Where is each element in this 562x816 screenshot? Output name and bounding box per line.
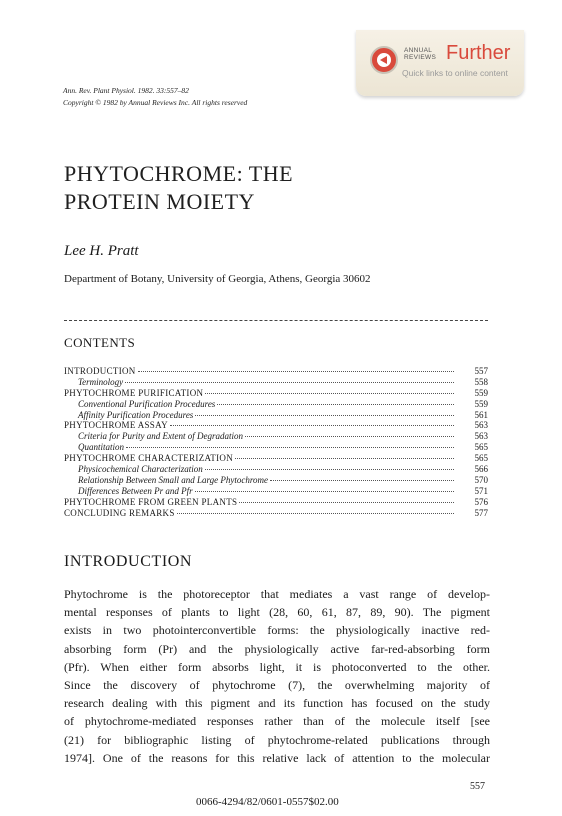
- toc-dot-leader: [205, 469, 454, 470]
- toc-entry-label: Criteria for Purity and Extent of Degradation: [78, 431, 243, 442]
- toc-dot-leader: [270, 480, 454, 481]
- toc-entry-label: Terminology: [78, 376, 124, 387]
- toc-entry[interactable]: [64, 475, 488, 486]
- body-text-line: research dealing with this pigment and its function has focused on the study: [64, 696, 490, 711]
- toc-dot-leader: [195, 415, 454, 416]
- toc-entry-page: 571: [474, 485, 488, 496]
- toc-entry-page: 559: [474, 398, 488, 409]
- toc-entry-page: 561: [474, 409, 488, 420]
- body-text-line: Since the discovery of phytochrome (7), the overwhelming majority of: [64, 678, 490, 693]
- further-word: Further: [446, 42, 511, 64]
- body-text-line: exists in two photointerconvertible forms: the physiologically inactive red-: [64, 623, 490, 638]
- toc-dot-leader: [245, 436, 454, 437]
- toc-entry-page: 558: [474, 376, 488, 387]
- toc-entry-label: Conventional Purification Procedures: [78, 398, 216, 409]
- title-line-2: PROTEIN MOIETY: [64, 189, 255, 214]
- toc-entry[interactable]: [64, 388, 488, 399]
- toc-entry-page: 577: [474, 507, 488, 518]
- body-text-line: 1974]. One of the reasons for this relative lack of attention to the molecular: [64, 750, 490, 765]
- body-text-line: Phytochrome is the photoreceptor that mediates a vast range of develop-: [64, 587, 490, 601]
- toc-entry[interactable]: [64, 508, 488, 519]
- toc-entry[interactable]: [64, 453, 488, 464]
- divider-rule: [64, 320, 488, 321]
- further-annual-reviews-label: [404, 47, 436, 61]
- toc-dot-leader: [239, 502, 454, 503]
- further-banner[interactable]: [356, 30, 524, 96]
- title-line-1: PHYTOCHROME: THE: [64, 161, 294, 186]
- body-text-line: of phytochrome-mediated responses rather than of the molecule itself [see: [64, 714, 490, 729]
- annual-reviews-logo-icon: [370, 46, 398, 74]
- toc-dot-leader: [217, 404, 454, 405]
- further-subtitle: Quick links to online content: [402, 68, 508, 78]
- toc-entry[interactable]: [64, 420, 488, 431]
- toc-entry-page: 559: [474, 387, 488, 398]
- toc-entry-label: Differences Between Pr and Pfr: [78, 485, 193, 496]
- further-annual-text: ANNUAL: [404, 47, 433, 54]
- toc-dot-leader: [235, 458, 454, 459]
- toc-entry[interactable]: [64, 486, 488, 497]
- toc-entry-page: 566: [474, 464, 488, 475]
- toc-entry[interactable]: [64, 377, 488, 388]
- toc-entry-label: PHYTOCHROME CHARACTERIZATION: [64, 453, 233, 464]
- toc-entry[interactable]: [64, 410, 488, 421]
- toc-entry-page: 557: [474, 366, 488, 376]
- introduction-body: [64, 585, 490, 767]
- toc-entry-label: Affinity Purification Procedures: [78, 409, 194, 420]
- toc-dot-leader: [177, 513, 454, 514]
- footer-code: 0066-4294/82/0601-0557$02.00: [196, 796, 339, 808]
- table-of-contents: [64, 366, 488, 518]
- toc-entry[interactable]: [64, 464, 488, 475]
- toc-entry[interactable]: [64, 442, 488, 453]
- toc-entry-label: Quantitation: [78, 442, 125, 453]
- body-text-line: mental responses of plants to light (28, 60, 61, 87, 89, 90). The pigment: [64, 605, 490, 620]
- toc-entry-label: Physicochemical Characterization: [78, 464, 203, 475]
- citation-line-1: Ann. Rev. Plant Physiol. 1982. 33:557–82: [63, 86, 189, 95]
- toc-entry-page: 563: [474, 420, 488, 431]
- article-title: [64, 160, 293, 216]
- toc-dot-leader: [126, 447, 454, 448]
- toc-dot-leader: [170, 425, 454, 426]
- toc-entry-page: 576: [474, 496, 488, 507]
- toc-entry-label: PHYTOCHROME PURIFICATION: [64, 387, 204, 398]
- toc-entry-label: CONCLUDING REMARKS: [64, 507, 175, 518]
- toc-entry-label: PHYTOCHROME ASSAY: [64, 420, 168, 431]
- body-text-line: (Pfr). When either form absorbs light, it is photoconverted to the other.: [64, 659, 490, 674]
- author-name: Lee H. Pratt: [64, 243, 139, 259]
- toc-entry[interactable]: [64, 399, 488, 410]
- toc-entry[interactable]: [64, 431, 488, 442]
- toc-entry[interactable]: [64, 497, 488, 508]
- toc-dot-leader: [195, 491, 454, 492]
- toc-dot-leader: [205, 393, 454, 394]
- contents-heading: CONTENTS: [64, 335, 136, 350]
- toc-dot-leader: [125, 382, 454, 383]
- toc-entry-page: 565: [474, 453, 488, 464]
- further-reviews-text: REVIEWS: [404, 54, 437, 61]
- citation-line-2: Copyright © 1982 by Annual Reviews Inc. All rights reserved: [63, 98, 248, 107]
- introduction-heading: INTRODUCTION: [64, 553, 193, 570]
- author-affiliation: Department of Botany, University of Georgia, Athens, Georgia 30602: [64, 273, 371, 285]
- toc-entry[interactable]: [64, 366, 488, 377]
- page-number: 557: [470, 781, 485, 792]
- toc-entry-label: PHYTOCHROME FROM GREEN PLANTS: [64, 496, 238, 507]
- toc-entry-page: 565: [474, 442, 488, 453]
- toc-entry-page: 563: [474, 431, 488, 442]
- body-text-line: (21) for bibliographic listing of phytochrome-related publications through: [64, 732, 490, 747]
- toc-entry-label: INTRODUCTION: [64, 366, 136, 376]
- toc-entry-page: 570: [474, 474, 488, 485]
- body-text-line: absorbing form (Pr) and the physiologically active far-red-absorbing form: [64, 641, 490, 656]
- toc-dot-leader: [138, 371, 454, 372]
- toc-entry-label: Relationship Between Small and Large Phytochrome: [78, 474, 269, 485]
